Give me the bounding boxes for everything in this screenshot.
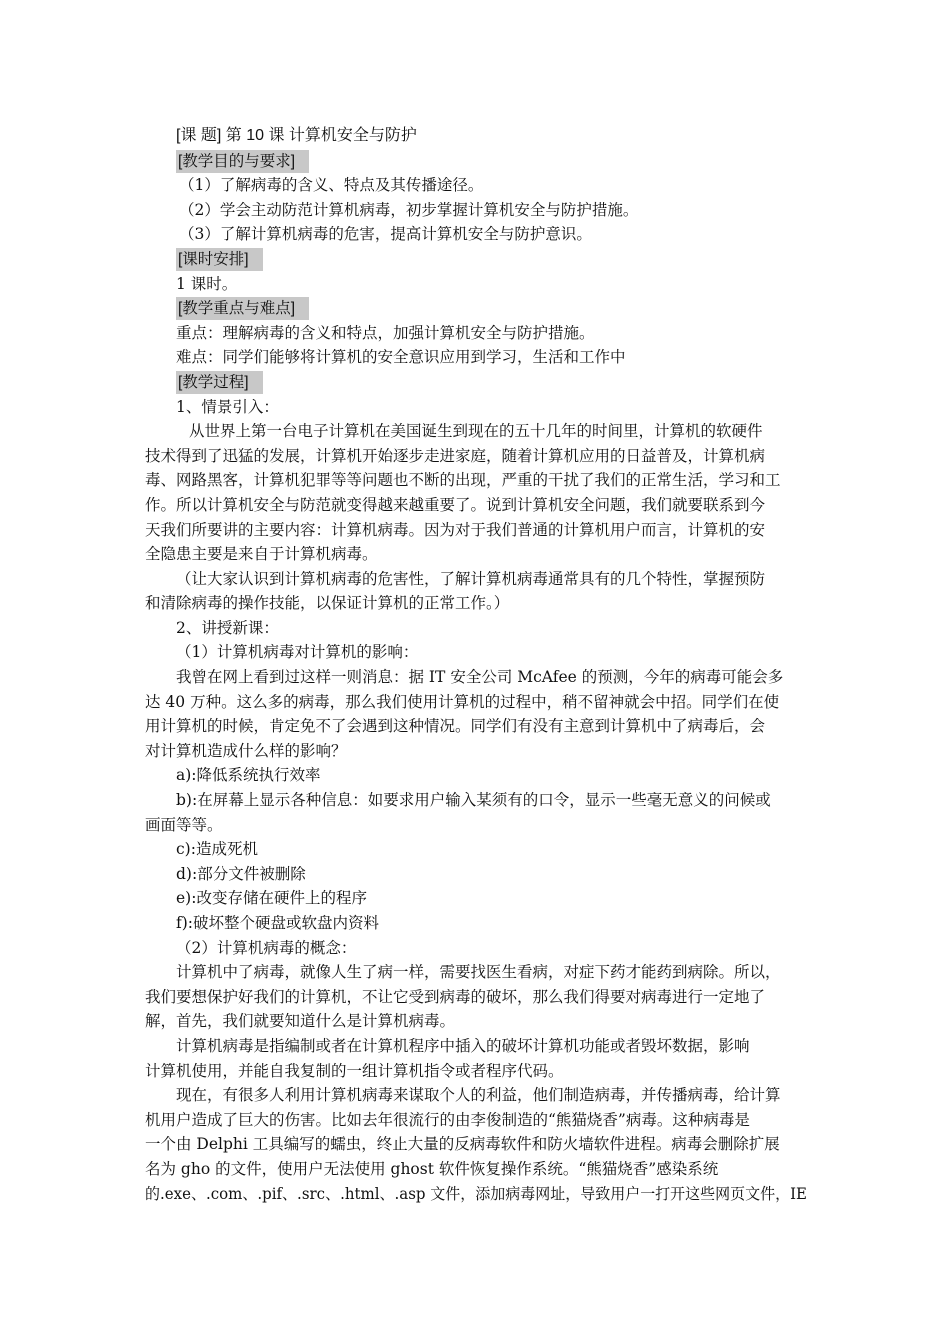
- intro-line-6: 全隐患主要是来自于计算机病毒。: [145, 545, 378, 564]
- effect-e: e):改变存储在硬件上的程序: [176, 889, 367, 908]
- effect-d: d):部分文件被删除: [176, 864, 306, 883]
- process-heading-label: [教学过程]: [176, 371, 263, 394]
- sub2-line-1: 计算机中了病毒，就像人生了病一样，需要找医生看病，对症下药才能药到病除。所以，: [176, 963, 781, 982]
- objectives-heading-label: [教学目的与要求]: [176, 150, 309, 173]
- example-line-2: 机用户造成了巨大的伤害。比如去年很流行的由李俊制造的“熊猫烧香”病毒。这种病毒是: [145, 1110, 750, 1129]
- process-heading: [176, 370, 807, 395]
- sub1-line-2: 达 40 万种。这么多的病毒，那么我们使用计算机的过程中，稍不留神就会中招。同学们在使: [145, 692, 780, 711]
- schedule-text: 1 课时。: [176, 274, 238, 293]
- intro-line-3: 毒、网路黑客，计算机犯罪等等问题也不断的出现，严重的干扰了我们的正常生活，学习和工: [145, 471, 781, 490]
- effect-a: a):降低系统执行效率: [176, 766, 321, 785]
- objectives-heading: [176, 149, 807, 174]
- definition-line-1: 计算机病毒是指编制或者在计算机程序中插入的破坏计算机功能或者毁坏数据，影响: [176, 1036, 750, 1055]
- example-line-1: 现在，有很多人利用计算机病毒来谋取个人的利益，他们制造病毒，并传播病毒，给计算: [176, 1086, 781, 1105]
- keypoints-heading: [176, 296, 807, 321]
- sub1-line-3: 用计算机的时候，肯定免不了会遇到这种情况。同学们有没有主意到计算机中了病毒后，会: [145, 717, 766, 736]
- schedule-heading: [176, 247, 807, 272]
- sub1-heading: （1）计算机病毒对计算机的影响：: [176, 643, 419, 662]
- effect-f: f):破坏整个硬盘或软盘内资料: [176, 914, 380, 932]
- example-line-4: 名为 gho 的文件，使用户无法使用 ghost 软件恢复操作系统。“熊猫烧香”感染系统: [145, 1159, 719, 1178]
- focus-text: 重点：理解病毒的含义和特点，加强计算机安全与防护措施。: [176, 323, 595, 342]
- document-body: [145, 124, 807, 1206]
- effect-c: c):造成死机: [176, 840, 258, 859]
- effect-b-line-2: 画面等等。: [145, 815, 223, 834]
- sub2-line-3: 解，首先，我们就要知道什么是计算机病毒。: [145, 1012, 456, 1031]
- sub1-line-1: 我曾在网上看到过这样一则消息：据 IT 安全公司 McAfee 的预测，今年的病毒可能会多: [176, 668, 784, 687]
- definition-line-2: 计算机使用，并能自我复制的一组计算机指令或者程序代码。: [145, 1061, 564, 1080]
- difficulty-text: 难点：同学们能够将计算机的安全意识应用到学习，生活和工作中: [176, 348, 626, 367]
- intro-line-5: 天我们所要讲的主要内容：计算机病毒。因为对于我们普通的计算机用户而言，计算机的安: [145, 520, 766, 539]
- intro-line-2: 技术得到了迅猛的发展，计算机开始逐步走进家庭，随着计算机应用的日益普及，计算机病: [145, 446, 766, 465]
- aim-line-2: 和清除病毒的操作技能，以保证计算机的正常工作。）: [145, 594, 510, 613]
- effect-b-line-1: b):在屏幕上显示各种信息：如要求用户输入某须有的口令，显示一些毫无意义的问候或: [176, 791, 771, 810]
- example-line-5: 的.exe、.com、.pif、.src、.html、.asp 文件，添加病毒网址，导致用户一打开这些网页文件，IE: [145, 1184, 807, 1203]
- example-line-3: 一个由 Delphi 工具编写的蠕虫，终止大量的反病毒软件和防火墙软件进程。病毒会删除扩展: [145, 1135, 780, 1154]
- step1-heading: 1、情景引入：: [176, 397, 279, 416]
- aim-line-1: （让大家认识到计算机病毒的危害性，了解计算机病毒通常具有的几个特性，掌握预防: [176, 569, 766, 588]
- sub1-line-4: 对计算机造成什么样的影响？: [145, 741, 347, 760]
- objective-item-3: （3）了解计算机病毒的危害，提高计算机安全与防护意识。: [179, 225, 592, 244]
- objective-item-1: （1）了解病毒的含义、特点及其传播途径。: [179, 176, 484, 195]
- step2-heading: 2、讲授新课：: [176, 618, 279, 637]
- sub2-line-2: 我们要想保护好我们的计算机，不让它受到病毒的破坏，那么我们得要对病毒进行一定地了: [145, 987, 766, 1006]
- schedule-heading-label: [课时安排]: [176, 248, 263, 271]
- lesson-title: [课 题] 第 10 课 计算机安全与防护: [176, 127, 417, 144]
- sub2-heading: （2）计算机病毒的概念：: [176, 938, 357, 957]
- intro-line-4: 作。所以计算机安全与防范就变得越来越重要了。说到计算机安全问题，我们就要联系到今: [145, 495, 766, 514]
- objective-item-2: （2）学会主动防范计算机病毒，初步掌握计算机安全与防护措施。: [179, 200, 639, 219]
- keypoints-heading-label: [教学重点与难点]: [176, 297, 309, 320]
- intro-line-1: 从世界上第一台电子计算机在美国诞生到现在的五十几年的时间里，计算机的软硬件: [189, 422, 763, 441]
